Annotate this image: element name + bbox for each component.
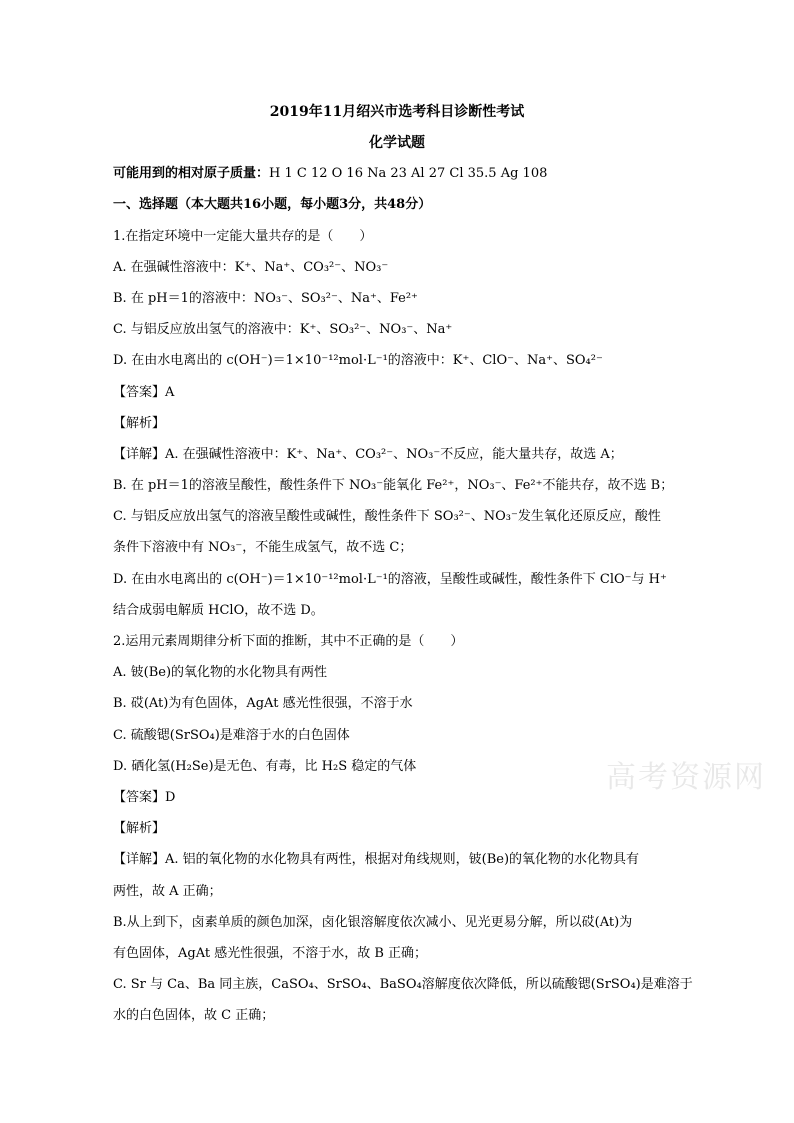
q1-option-d: D. 在由水电离出的 c(OH⁻)＝1×10⁻¹²mol·L⁻¹的溶液中：K⁺、ClO⁻、Na⁺、SO₄²⁻ <box>113 353 603 368</box>
atomic-mass-label: 可能用到的相对原子质量： <box>113 166 270 181</box>
q1-option-c: C. 与铝反应放出氢气的溶液中：K⁺、SO₃²⁻、NO₃⁻、Na⁺ <box>113 322 453 337</box>
watermark: 高考资源网 <box>606 760 766 795</box>
atomic-mass-line <box>113 165 698 183</box>
q2-detail-c2: 水的白色固体，故 C 正确； <box>113 1008 275 1023</box>
q1-detail-d1: D. 在由水电离出的 c(OH⁻)＝1×10⁻¹²mol·L⁻¹的溶液，呈酸性或碱性，酸性条件下 ClO⁻与 H⁺ <box>113 572 667 587</box>
q2-option-c: C. 硫酸锶(SrSO₄)是难溶于水的白色固体 <box>113 728 350 743</box>
q2-detail-a2: 两性，故 A 正确； <box>113 884 222 899</box>
q2-option-a: A. 铍(Be)的氧化物的水化物具有两性 <box>113 665 328 680</box>
q1-option-a: A. 在强碱性溶液中：K⁺、Na⁺、CO₃²⁻、NO₃⁻ <box>113 260 389 275</box>
q1-detail-d2: 结合成弱电解质 HClO，故不选 D。 <box>113 603 324 618</box>
q2-detail-b2: 有色固体，AgAt 感光性很强，不溶于水，故 B 正确； <box>113 946 428 961</box>
q2-detail-c1: C. Sr 与 Ca、Ba 同主族，CaSO₄、SrSO₄、BaSO₄溶解度依次降低，所以硫酸锶(SrSO₄)是难溶于 <box>113 977 693 992</box>
q2-option-d: D. 硒化氢(H₂Se)是无色、有毒，比 H₂S 稳定的气体 <box>113 759 417 774</box>
q1-detail-a: 【详解】A. 在强碱性溶液中：K⁺、Na⁺、CO₃²⁻、NO₃⁻不反应，能大量共存，故选 A； <box>113 447 623 462</box>
exam-title: 2019年11月绍兴市选考科目诊断性考试 <box>269 104 525 120</box>
section-heading: 一、选择题（本大题共16小题，每小题3分，共48分） <box>113 197 432 212</box>
q1-stem: 1.在指定环境中一定能大量共存的是（ ） <box>113 229 373 244</box>
q2-detail-a1: 【详解】A. 铝的氧化物的水化物具有两性，根据对角线规则，铍(Be)的氧化物的水化物具有 <box>113 852 640 867</box>
q2-detail-b1: B.从上到下，卤素单质的颜色加深，卤化银溶解度依次减小、见光更易分解，所以砹(At)为 <box>113 915 633 930</box>
q1-analysis-label: 【解析】 <box>113 416 166 431</box>
q1-answer: 【答案】A <box>113 385 175 400</box>
q2-answer: 【答案】D <box>113 790 176 805</box>
q2-option-b: B. 砹(At)为有色固体，AgAt 感光性很强，不溶于水 <box>113 696 413 711</box>
q1-detail-c2: 条件下溶液中有 NO₃⁻，不能生成氢气，故不选 C； <box>113 540 413 555</box>
q2-stem: 2.运用元素周期律分析下面的推断，其中不正确的是（ ） <box>113 634 464 649</box>
q1-option-b: B. 在 pH＝1的溶液中：NO₃⁻、SO₃²⁻、Na⁺、Fe²⁺ <box>113 291 418 306</box>
q1-detail-c1: C. 与铝反应放出氢气的溶液呈酸性或碱性，酸性条件下 SO₃²⁻、NO₃⁻发生氧化还原反应，酸性 <box>113 509 661 524</box>
q2-analysis-label: 【解析】 <box>113 821 166 836</box>
atomic-mass-values: H 1 C 12 O 16 Na 23 Al 27 Cl 35.5 Ag 108 <box>269 166 548 181</box>
subject-title: 化学试题 <box>369 135 425 151</box>
q1-detail-b: B. 在 pH＝1的溶液呈酸性，酸性条件下 NO₃⁻能氧化 Fe²⁺，NO₃⁻、Fe²⁺不能共存，故不选 B； <box>113 478 674 493</box>
